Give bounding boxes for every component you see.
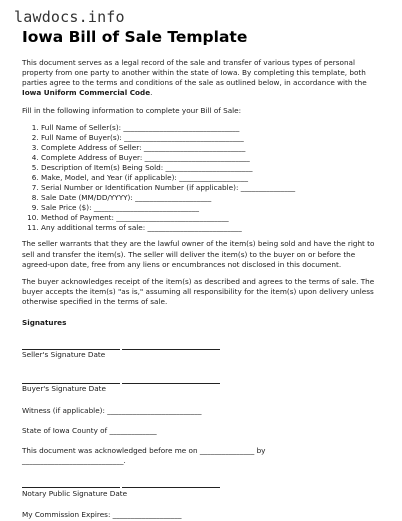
- field-item: 9. Sale Price ($): _____________________________: [41, 203, 382, 213]
- field-list: [22, 123, 382, 232]
- buyer-acknowledgment: The buyer acknowledges receipt of the item(s) as described and agrees to the terms of sale. The buyer accepts the item(s) "as is," assuming all responsibility for the item(s) upon delivery unless otherwise specified in the terms of sale.: [22, 276, 375, 306]
- buyer-signature-line: [22, 374, 120, 384]
- intro-paragraph: [22, 58, 382, 98]
- field-item: 4. Complete Address of Buyer: _____________________________: [41, 153, 382, 163]
- intro-bold: Iowa Uniform Commercial Code: [22, 88, 151, 98]
- acknowledged-line: This document was acknowledged before me on _______________ by: [22, 446, 266, 456]
- buyer-date-line: [122, 374, 220, 384]
- seller-signature-line: [22, 340, 120, 350]
- field-item: 8. Sale Date (MM/DD/YYYY): _____________________: [41, 193, 382, 203]
- intro-end: .: [150, 88, 153, 98]
- field-item: 11. Any additional terms of sale: __________________________: [41, 223, 382, 233]
- seller-date-line: [122, 340, 220, 350]
- field-item: 2. Full Name of Buyer(s): _________________________________: [41, 133, 382, 143]
- buyer-signature-label: Buyer's Signature Date: [22, 384, 106, 394]
- signatures-heading: Signatures: [22, 318, 67, 327]
- seller-signature-label: Seller's Signature Date: [22, 350, 106, 360]
- field-item: 6. Make, Model, and Year (if applicable): ___________________: [41, 173, 382, 183]
- field-item: 5. Description of Item(s) Being Sold: ________________________: [41, 163, 382, 173]
- buyer-signature-row: [22, 374, 382, 396]
- seller-warranty: The seller warrants that they are the lawful owner of the item(s) being sold and have the right to sell and transfer the item(s). The seller will deliver the item(s) to the buyer on or before the agreed-upon date, free from any liens or encumbrances not disclosed in this document.: [22, 239, 375, 269]
- notary-signature-row: [22, 478, 382, 500]
- field-item: 7. Serial Number or Identification Number (if applicable): _______________: [41, 183, 382, 193]
- notary-signature-line: [22, 478, 120, 488]
- field-item: 10. Method of Payment: _______________________________: [41, 213, 382, 223]
- document-body: [22, 58, 382, 521]
- county-line: State of Iowa County of _____________: [22, 426, 157, 436]
- commission-line: My Commission Expires: ___________________: [22, 510, 182, 520]
- field-item: 3. Complete Address of Seller: ____________________________: [41, 143, 382, 153]
- fill-in-prompt: Fill in the following information to complete your Bill of Sale:: [22, 106, 242, 116]
- notary-signature-label: Notary Public Signature Date: [22, 488, 128, 498]
- witness-line: Witness (if applicable): __________________________: [22, 406, 202, 416]
- field-item: 1. Full Name of Seller(s): ________________________________: [41, 123, 382, 133]
- page-title: Iowa Bill of Sale Template: [22, 28, 248, 46]
- intro-text: This document serves as a legal record of the sale and transfer of various types of personal property from one party to another within the state of Iowa. By completing this template, both parties agree to the terms and conditions of the sale as outlined below, in accordance with the: [22, 58, 367, 88]
- acknowledged-line-2: ____________________________.: [22, 456, 126, 466]
- notary-date-line: [122, 478, 220, 488]
- seller-signature-row: [22, 340, 382, 362]
- site-name: lawdocs.info: [14, 8, 125, 26]
